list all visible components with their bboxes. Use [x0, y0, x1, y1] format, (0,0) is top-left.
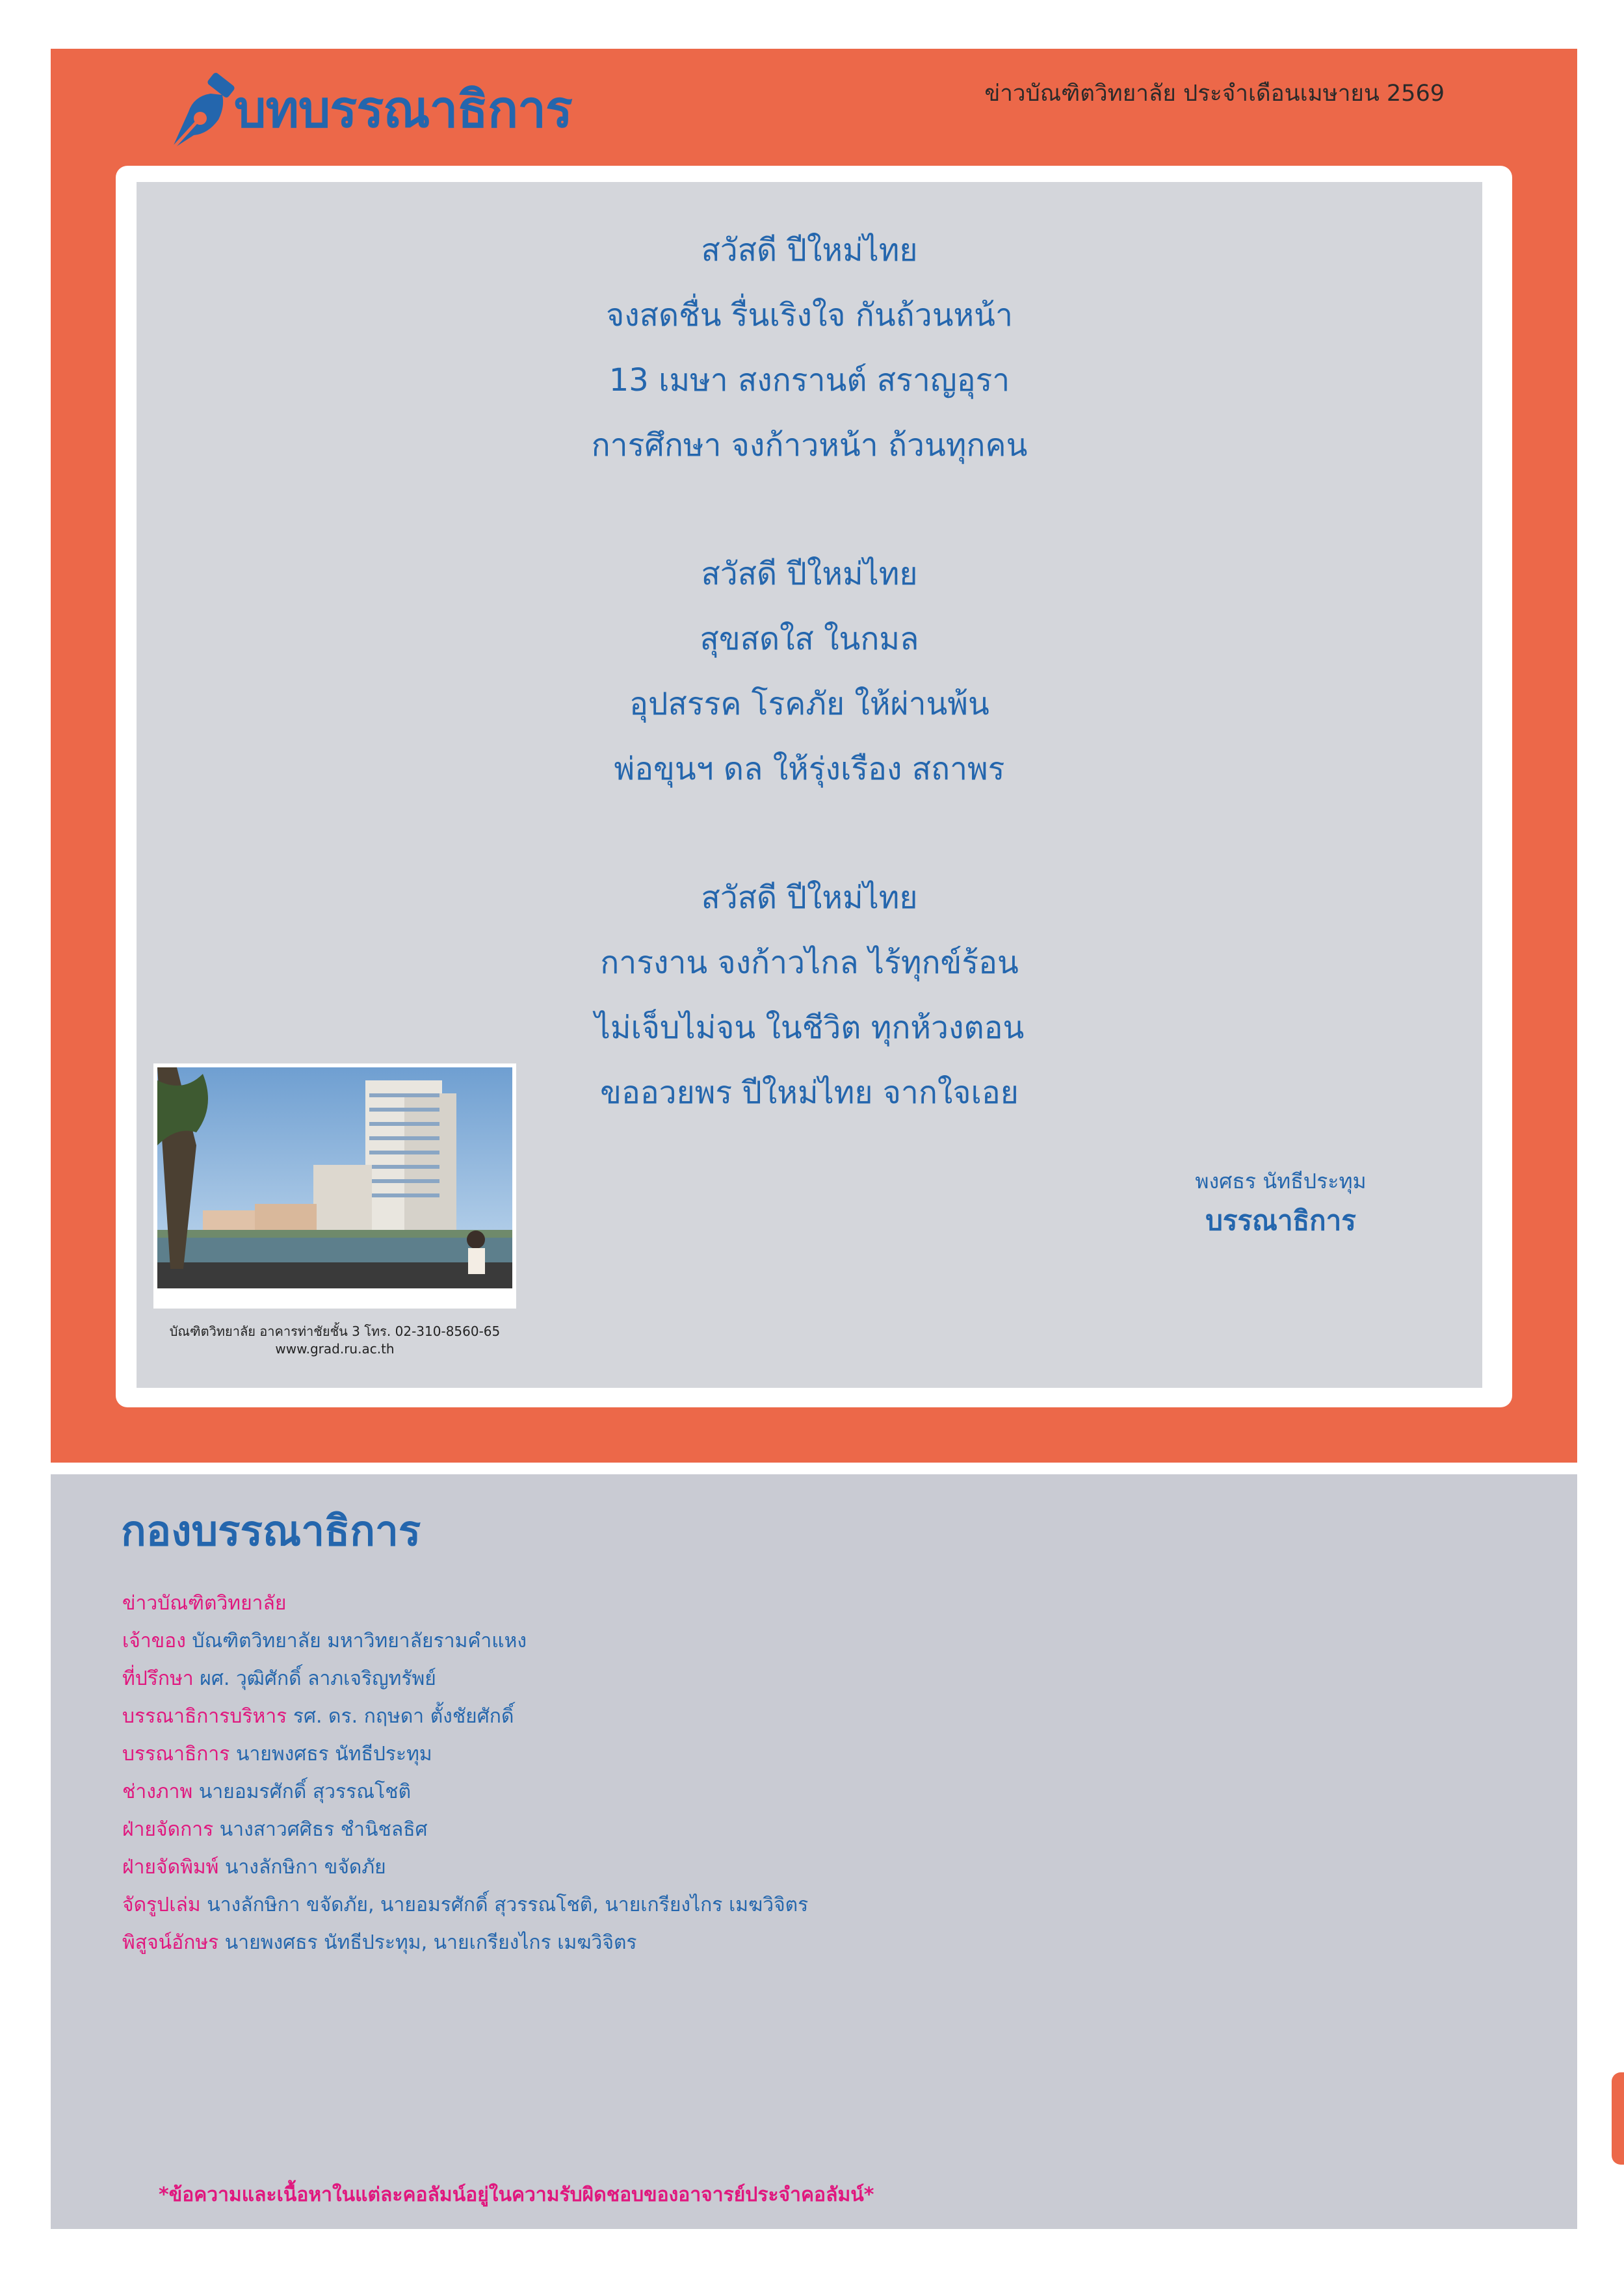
staff-row	[122, 1698, 808, 1736]
poem-line: การงาน จงก้าวไกล ไร้ทุกข์ร้อน	[600, 945, 1019, 981]
column-disclaimer: *ข้อความและเนื้อหาในแต่ละคอลัมน์อยู่ในความรับผิดชอบของอาจารย์ประจำคอลัมน์*	[159, 2183, 874, 2206]
staff-role: ช่างภาพ	[122, 1780, 193, 1803]
editorial-card	[116, 166, 1512, 1407]
staff-row	[122, 1924, 808, 1962]
staff-role: ฝ่ายจัดการ	[122, 1818, 214, 1841]
section-title: บทบรรณาธิการ	[234, 81, 572, 139]
new-year-poem	[137, 218, 1482, 1125]
staff-person: นางลักษิกา ขจัดภัย	[224, 1856, 386, 1879]
pen-nib-icon	[160, 66, 238, 157]
staff-row	[122, 1736, 808, 1773]
staff-person: นางสาวศศิธร ชำนิชลธิศ	[219, 1818, 428, 1841]
building-photo	[157, 1067, 512, 1288]
staff-role: บรรณาธิการ	[122, 1743, 230, 1766]
poem-stanza	[137, 218, 1482, 478]
editorial-content	[137, 182, 1482, 1388]
staff-role: ข่าวบัณฑิตวิทยาลัย	[122, 1592, 287, 1615]
staff-row	[122, 1623, 808, 1660]
photo-caption-address: บัณฑิตวิทยาลัย อาคารท่าชัยชั้น 3 โทร. 02-310-8560-65	[169, 1323, 501, 1339]
editor-name: พงศธร นัทธีประทุม	[1195, 1169, 1367, 1193]
poem-line: พ่อขุนฯ ดล ให้รุ่งเรือง สถาพร	[614, 751, 1005, 787]
staff-row	[122, 1849, 808, 1886]
staff-row	[122, 1773, 808, 1811]
editor-title: บรรณาธิการ	[1205, 1205, 1356, 1236]
poem-line: อุปสรรค โรคภัย ให้ผ่านพ้น	[629, 686, 989, 722]
photo-caption-website: www.grad.ru.ac.th	[275, 1341, 395, 1357]
staff-person: นางลักษิกา ขจัดภัย, นายอมรศักดิ์ สุวรรณโชติ, นายเกรียงไกร เมฆวิจิตร	[207, 1894, 809, 1916]
poem-stanza	[137, 541, 1482, 802]
staff-row	[122, 1811, 808, 1849]
poem-line: 13 เมษา สงกรานต์ สราญอุรา	[609, 362, 1010, 398]
photo-caption	[153, 1323, 516, 1358]
poem-line: สุขสดใส ในกมล	[700, 621, 919, 657]
staff-person: รศ. ดร. กฤษดา ตั้งชัยศักดิ์	[293, 1705, 514, 1728]
editorial-panel	[51, 49, 1577, 1463]
editorial-board-heading: กองบรรณาธิการ	[121, 1507, 421, 1556]
staff-role: เจ้าของ	[122, 1630, 186, 1652]
poem-line: การศึกษา จงก้าวหน้า ถ้วนทุกคน	[591, 427, 1028, 463]
staff-person: นายพงศธร นัทธีประทุม	[235, 1743, 432, 1766]
staff-person: บัณฑิตวิทยาลัย มหาวิทยาลัยรามคำแหง	[192, 1630, 527, 1652]
staff-role: พิสูจน์อักษร	[122, 1931, 219, 1954]
page-edge-tab	[1612, 2072, 1624, 2165]
poem-line: สวัสดี ปีใหม่ไทย	[701, 556, 918, 592]
staff-role: จัดรูปเล่ม	[122, 1894, 201, 1916]
staff-list	[122, 1585, 808, 1962]
staff-person: นายพงศธร นัทธีประทุม, นายเกรียงไกร เมฆวิจิตร	[224, 1931, 637, 1954]
poem-line: สวัสดี ปีใหม่ไทย	[701, 232, 918, 268]
staff-row	[122, 1886, 808, 1924]
staff-role: ฝ่ายจัดพิมพ์	[122, 1856, 219, 1879]
building-photo-frame	[153, 1063, 516, 1309]
staff-role: ที่ปรึกษา	[122, 1667, 194, 1690]
staff-person: นายอมรศักดิ์ สุวรรณโชติ	[198, 1780, 412, 1803]
poem-line: ขออวยพร ปีใหม่ไทย จากใจเอย	[600, 1075, 1019, 1111]
staff-row	[122, 1660, 808, 1698]
staff-role: บรรณาธิการบริหาร	[122, 1705, 287, 1728]
poem-line: สวัสดี ปีใหม่ไทย	[701, 880, 918, 916]
poem-line: ไม่เจ็บไม่จน ในชีวิต ทุกห้วงตอน	[594, 1010, 1025, 1046]
editorial-board-panel	[51, 1474, 1577, 2229]
staff-person: ผศ. วุฒิศักดิ์ ลาภเจริญทรัพย์	[200, 1667, 436, 1690]
staff-row	[122, 1585, 808, 1623]
poem-line: จงสดชื่น รื่นเริงใจ กันถ้วนหน้า	[606, 297, 1013, 333]
issue-line: ข่าวบัณฑิตวิทยาลัย ประจำเดือนเมษายน 2569	[984, 81, 1445, 107]
